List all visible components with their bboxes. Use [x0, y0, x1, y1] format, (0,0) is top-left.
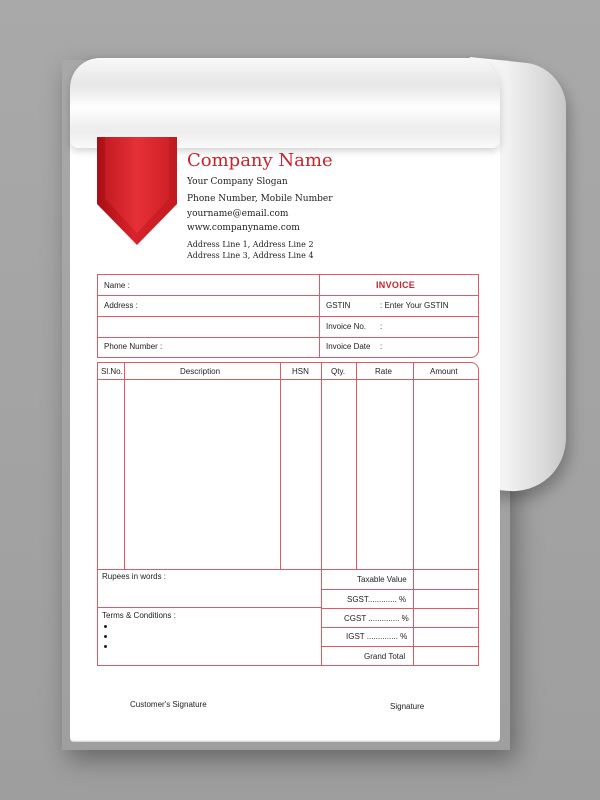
taxable-value-label: Taxable Value [357, 575, 407, 584]
gstin-value: : Enter Your GSTIN [380, 301, 449, 310]
invoice-no-colon: : [380, 322, 383, 331]
invoice-date-colon: : [380, 342, 383, 351]
col-divider-3 [321, 362, 322, 570]
invoice-date-label: Invoice Date [326, 342, 371, 351]
header-row-line-2 [97, 316, 479, 317]
column-header-qty: Qty. [331, 367, 346, 376]
column-header-description: Description [180, 367, 221, 376]
terms-bullet-1 [104, 625, 107, 628]
company-header [187, 150, 387, 260]
col-divider-1 [124, 362, 125, 570]
address-label: Address : [104, 301, 138, 310]
col-divider-2 [280, 362, 281, 570]
column-header-sl-no: Sl.No. [101, 367, 123, 376]
totals-divider [321, 569, 322, 666]
invoice-title: INVOICE [376, 280, 416, 290]
company-email: yourname@email.com [187, 209, 289, 219]
header-row-line-1 [97, 295, 479, 296]
column-header-amount: Amount [430, 367, 458, 376]
terms-bullet-3 [104, 645, 107, 648]
column-header-hsn: HSN [292, 367, 309, 376]
col-divider-4 [356, 362, 357, 570]
header-row-line-3 [97, 337, 479, 338]
items-table [97, 362, 479, 570]
customer-signature-label: Customer's Signature [130, 700, 207, 709]
phone-label: Phone Number : [104, 342, 163, 351]
totals-line-3 [321, 627, 479, 628]
words-terms-divider [97, 607, 321, 608]
items-header-line [97, 379, 479, 380]
totals-line-1 [321, 589, 479, 590]
company-website: www.companyname.com [187, 223, 300, 233]
company-address-line-1: Address Line 1, Address Line 2 [187, 240, 314, 249]
col-divider-5 [413, 362, 414, 570]
pad-top-binding [70, 58, 500, 148]
cgst-label: CGST .............. % [344, 614, 409, 623]
invoice-no-label: Invoice No. [326, 322, 367, 331]
company-name: Company Name [187, 150, 333, 171]
column-header-rate: Rate [375, 367, 392, 376]
company-address-line-2: Address Line 3, Address Line 4 [187, 251, 314, 260]
totals-amount-divider [413, 569, 414, 666]
igst-label: IGST .............. % [346, 632, 408, 641]
totals-line-2 [321, 608, 479, 609]
company-slogan: Your Company Slogan [187, 177, 288, 187]
rupees-in-words-label: Rupees in words : [102, 572, 167, 581]
company-phone: Phone Number, Mobile Number [187, 194, 333, 204]
grand-total-label: Grand Total [364, 652, 406, 661]
signature-label: Signature [390, 702, 425, 711]
name-label: Name : [104, 281, 130, 290]
sgst-label: SGST............. % [347, 595, 407, 604]
totals-line-4 [321, 646, 479, 647]
terms-bullet-2 [104, 635, 107, 638]
terms-label: Terms & Conditions : [102, 611, 176, 620]
gstin-label: GSTIN [326, 301, 351, 310]
